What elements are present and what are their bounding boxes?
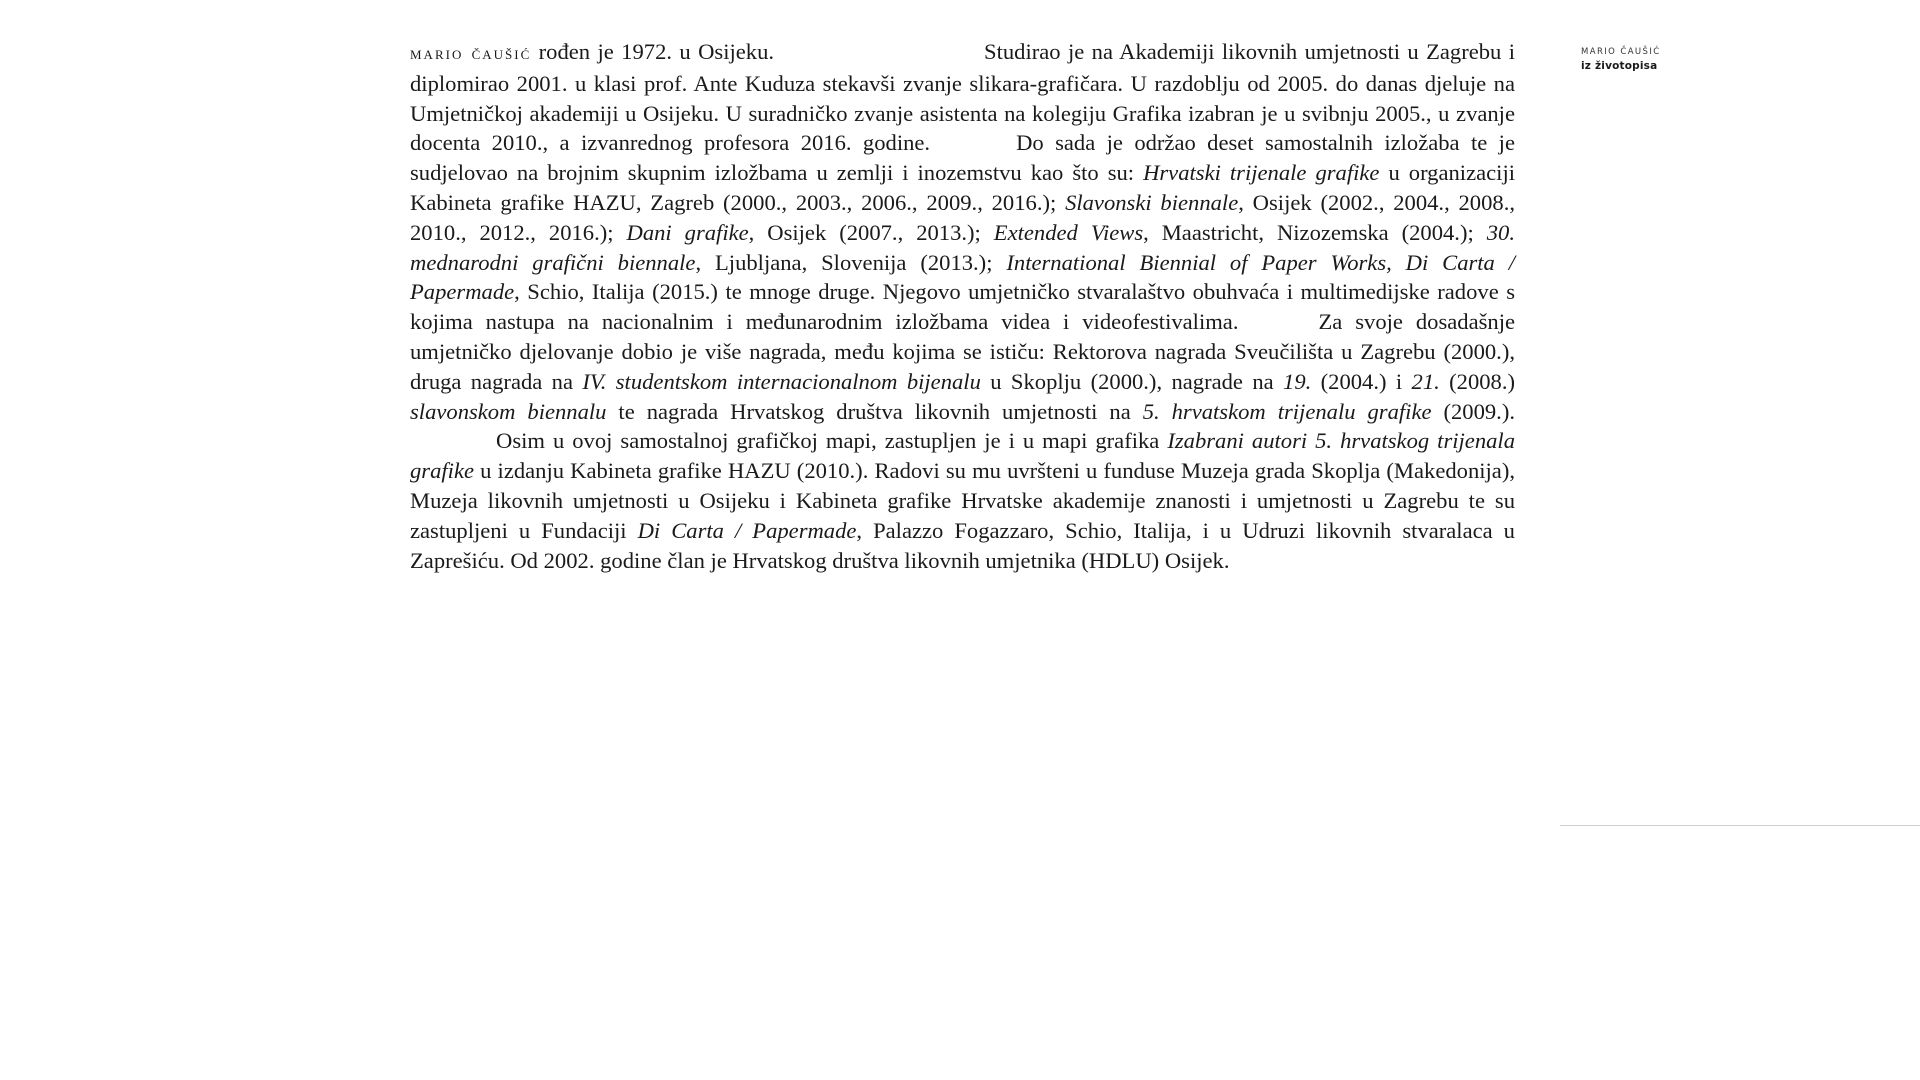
bio-text: (2004.) i xyxy=(1311,368,1412,394)
bio-text: , Osijek (2002., 2004., 2008., 2010., 2012., 2016.); xyxy=(410,189,1515,245)
bio-text: te nagrada Hrvatskog društva likovnih umjetnosti na xyxy=(606,398,1143,424)
bio-text: (2009.). xyxy=(1431,398,1516,424)
bio-text: , Ljubljana, Slovenija (2013.); xyxy=(695,249,1007,275)
biography-paragraph xyxy=(410,37,1515,575)
exhibition-title: Extended Views xyxy=(993,219,1144,245)
exhibition-title: slavonskom biennalu xyxy=(410,398,607,424)
exhibition-title: Izabrani autori 5. hrvatskog trijenala grafike xyxy=(410,428,1515,484)
exhibition-title: Di Carta / Papermade xyxy=(637,517,857,543)
exhibition-title: Hrvatski trijenale grafike xyxy=(1143,160,1380,186)
exhibition-title: 21. xyxy=(1411,368,1440,394)
exhibition-title: International Biennial of Paper Works, Di Carta / Papermade xyxy=(410,249,1516,305)
bio-text: (2008.) xyxy=(1439,368,1516,394)
bio-text: Osim u ovoj samostalnoj grafičkoj mapi, zastupljen je i u mapi grafika xyxy=(496,428,1168,454)
bio-text: Studirao je na Akademiji likovnih umjetnosti u Zagrebu i diplomirao 2001. u klasi prof. Ante Kuduza stekavši zvanje slikara-grafičara. U razdoblju od 2005. do danas djeluje na Umjetničkoj akademiji u Osijeku. U suradničko zvanje asistenta na kolegiju Grafika izabran je u svibnju 2005., u zvanje docenta 2010., a izvanrednog profesora 2016. godine. xyxy=(410,39,1516,156)
exhibition-title: 30. mednarodni grafični biennale xyxy=(410,219,1515,275)
bio-text: u izdanju Kabineta grafike HAZU (2010.). Radovi su mu uvršteni u funduse Muzeja grada Skoplja (Makedonija), Muzeja likovnih umjetnosti u Osijeku i Kabineta grafike Hrvatske akademije znanosti i umjetnosti u Zagrebu te su zastupljeni u Fundaciji xyxy=(410,458,1515,543)
bio-text: Do sada je održao deset samostalnih izložaba te je sudjelovao na brojnim skupnim izložbama u zemlji i inozemstvu kao što su: xyxy=(410,130,1515,186)
bio-text: , Osijek (2007., 2013.); xyxy=(748,219,994,245)
author-name: mario čaušić xyxy=(410,43,532,63)
exhibition-title: Slavonski biennale xyxy=(1065,189,1239,215)
divider-line xyxy=(1560,825,1920,826)
bio-text: Za svoje dosadašnje umjetničko djelovanje dobio je više nagrada, među kojima se ističu: Rektorova nagrada Sveučilišta u Zagrebu (2000.), druga nagrada na xyxy=(410,309,1516,394)
exhibition-title: Dani grafike xyxy=(626,219,749,245)
sidebar-section-title: iz životopisa xyxy=(1581,60,1658,72)
bio-text: u organizaciji Kabineta grafike HAZU, Zagreb (2000., 2003., 2006., 2009., 2016.); xyxy=(410,160,1515,215)
exhibition-title: 19. xyxy=(1283,368,1312,394)
bio-text: , Palazzo Fogazzaro, Schio, Italija, i u Udruzi likovnih stvaralaca u Zaprešiću. Od 2002. godine član je Hrvatskog društva likovnih umjetnika (HDLU) Osijek. xyxy=(410,517,1515,573)
exhibition-title: 5. hrvatskom trijenalu grafike xyxy=(1142,398,1432,424)
exhibition-title: IV. studentskom internacionalnom bijenalu xyxy=(582,368,981,394)
sidebar-label xyxy=(1581,46,1661,73)
bio-text: , Maastricht, Nizozemska (2004.); xyxy=(1143,219,1487,245)
bio-text: u Skoplju (2000.), nagrade na xyxy=(980,368,1284,394)
bio-text: , Schio, Italija (2015.) te mnoge druge. Njegovo umjetničko stvaralaštvo obuhvaća i multimedijske radove s kojima nastupa na nacionalnim i međunarodnim izložbama videa i videofestivalima. xyxy=(410,279,1515,335)
sidebar-author: MARIO ČAUŠIĆ xyxy=(1581,47,1661,57)
bio-text: rođen je 1972. u Osijeku. xyxy=(531,39,775,64)
